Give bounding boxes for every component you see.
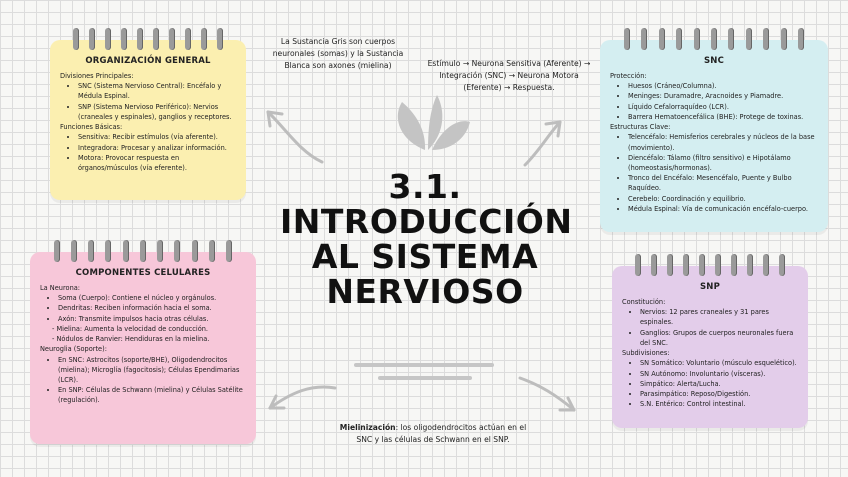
card-title: ORGANIZACIÓN GENERAL xyxy=(85,56,211,66)
list-item: • S.N. Entérico: Control intestinal. xyxy=(640,399,798,409)
sub-item: - Mielina: Aumenta la velocidad de conducción. xyxy=(52,324,209,333)
section-label: Subdivisiones: xyxy=(622,349,670,358)
list-item: • Barrera Hematoencefálica (BHE): Protege de toxinas. xyxy=(628,112,818,122)
list-item: • Parasimpático: Reposo/Digestión. xyxy=(640,389,798,399)
spiral-rings xyxy=(50,28,246,50)
list-item: • Dendritas: Reciben información hacia el soma. xyxy=(58,303,246,313)
list-item: • Telencéfalo: Hemisferios cerebrales y núcleos de la base (movimiento). xyxy=(628,132,818,152)
list-item: • Diencéfalo: Tálamo (filtro sensitivo) e Hipotálamo (homeostasis/hormonas). xyxy=(628,153,818,173)
spiral-rings xyxy=(612,254,808,276)
note-flujo-nervioso: Estímulo → Neurona Sensitiva (Aferente) → Integración (SNC) → Neurona Motora (Eferente) → Respuesta. xyxy=(427,59,591,93)
list-item: • Ganglios: Grupos de cuerpos neuronales fuera del SNC. xyxy=(640,328,798,348)
title-line: INTRODUCCIÓN xyxy=(280,201,573,241)
section-label: Estructuras Clave: xyxy=(610,123,671,132)
arrow-bottom-left-icon xyxy=(270,387,335,408)
list-item: • SNC (Sistema Nervioso Central): Encéfalo y Médula Espinal. xyxy=(78,81,236,101)
list-item: • Líquido Cefalorraquídeo (LCR). xyxy=(628,102,818,112)
list-item: • Axón: Transmite impulsos hacia otras células. xyxy=(58,314,246,324)
section-label: Neuroglia (Soporte): xyxy=(40,345,107,354)
title-line: NERVIOSO xyxy=(326,271,524,311)
list-item: • Médula Espinal: Vía de comunicación encéfalo-cuerpo. xyxy=(628,204,818,214)
note-bold-label: Mielinización xyxy=(339,423,396,432)
section-label: La Neurona: xyxy=(40,284,81,292)
card-title: COMPONENTES CELULARES xyxy=(75,268,211,278)
arrow-left-icon xyxy=(268,112,322,162)
list-item: • SNP (Sistema Nervioso Periférico): Nervios (craneales y espinales), ganglios y receptores. xyxy=(78,102,236,122)
card-snc xyxy=(600,40,828,232)
list-item: • Sensitiva: Recibir estímulos (vía aferente). xyxy=(78,132,236,142)
section-label: Protección: xyxy=(610,72,647,80)
note-text: : los oligodendrocitos actúan en el SNC y las células de Schwann en el SNP. xyxy=(356,423,527,445)
note-sustancia-gris: La Sustancia Gris son cuerpos neuronales (somas) y la Sustancia Blanca son axones (mielina) xyxy=(272,37,404,71)
list-item: • Soma (Cuerpo): Contiene el núcleo y orgánulos. xyxy=(58,293,246,303)
title-line: AL SISTEMA xyxy=(311,236,539,276)
arrow-right-icon xyxy=(525,122,560,165)
spiral-rings xyxy=(600,28,828,50)
list-item: • SN Somático: Voluntario (músculo esquelético). xyxy=(640,358,798,368)
list-item: • Integradora: Procesar y analizar información. xyxy=(78,143,236,153)
page-title xyxy=(280,167,573,311)
list-item: • En SNP: Células de Schwann (mielina) y Células Satélite (regulación). xyxy=(58,385,246,405)
card-snp xyxy=(612,266,808,428)
list-item: • Huesos (Cráneo/Columna). xyxy=(628,81,818,91)
list-item: • Motora: Provocar respuesta en órganos/músculos (vía eferente). xyxy=(78,153,236,173)
section-label: Divisiones Principales: xyxy=(60,72,134,80)
title-line: 3.1. xyxy=(388,167,462,206)
list-item: • Nervios: 12 pares craneales y 31 pares espinales. xyxy=(640,307,798,327)
card-componentes-celulares xyxy=(30,252,256,444)
card-title: SNP xyxy=(699,282,721,292)
card-organizacion-general xyxy=(50,40,246,200)
card-title: SNC xyxy=(703,56,725,66)
list-item: • SN Autónomo: Involuntario (vísceras). xyxy=(640,369,798,379)
sub-item: - Nódulos de Ranvier: Hendiduras en la mielina. xyxy=(52,335,210,344)
list-item: • Cerebelo: Coordinación y equilibrio. xyxy=(628,194,818,204)
note-mielinizacion xyxy=(335,422,531,446)
sprout-icon xyxy=(398,95,470,150)
divider-lines xyxy=(356,365,492,378)
section-label: Constitución: xyxy=(622,298,666,306)
list-item: • En SNC: Astrocitos (soporte/BHE), Oligodendrocitos (mielina); Microglía (fagocitosis); Células Ependimarias (LCR). xyxy=(58,355,246,386)
arrow-bottom-right-icon xyxy=(520,378,574,410)
section-label: Funciones Básicas: xyxy=(60,123,123,132)
spiral-rings xyxy=(30,240,256,262)
list-item: • Simpático: Alerta/Lucha. xyxy=(640,379,798,389)
list-item: • Tronco del Encéfalo: Mesencéfalo, Puente y Bulbo Raquídeo. xyxy=(628,173,818,193)
list-item: • Meninges: Duramadre, Aracnoides y Piamadre. xyxy=(628,91,818,101)
